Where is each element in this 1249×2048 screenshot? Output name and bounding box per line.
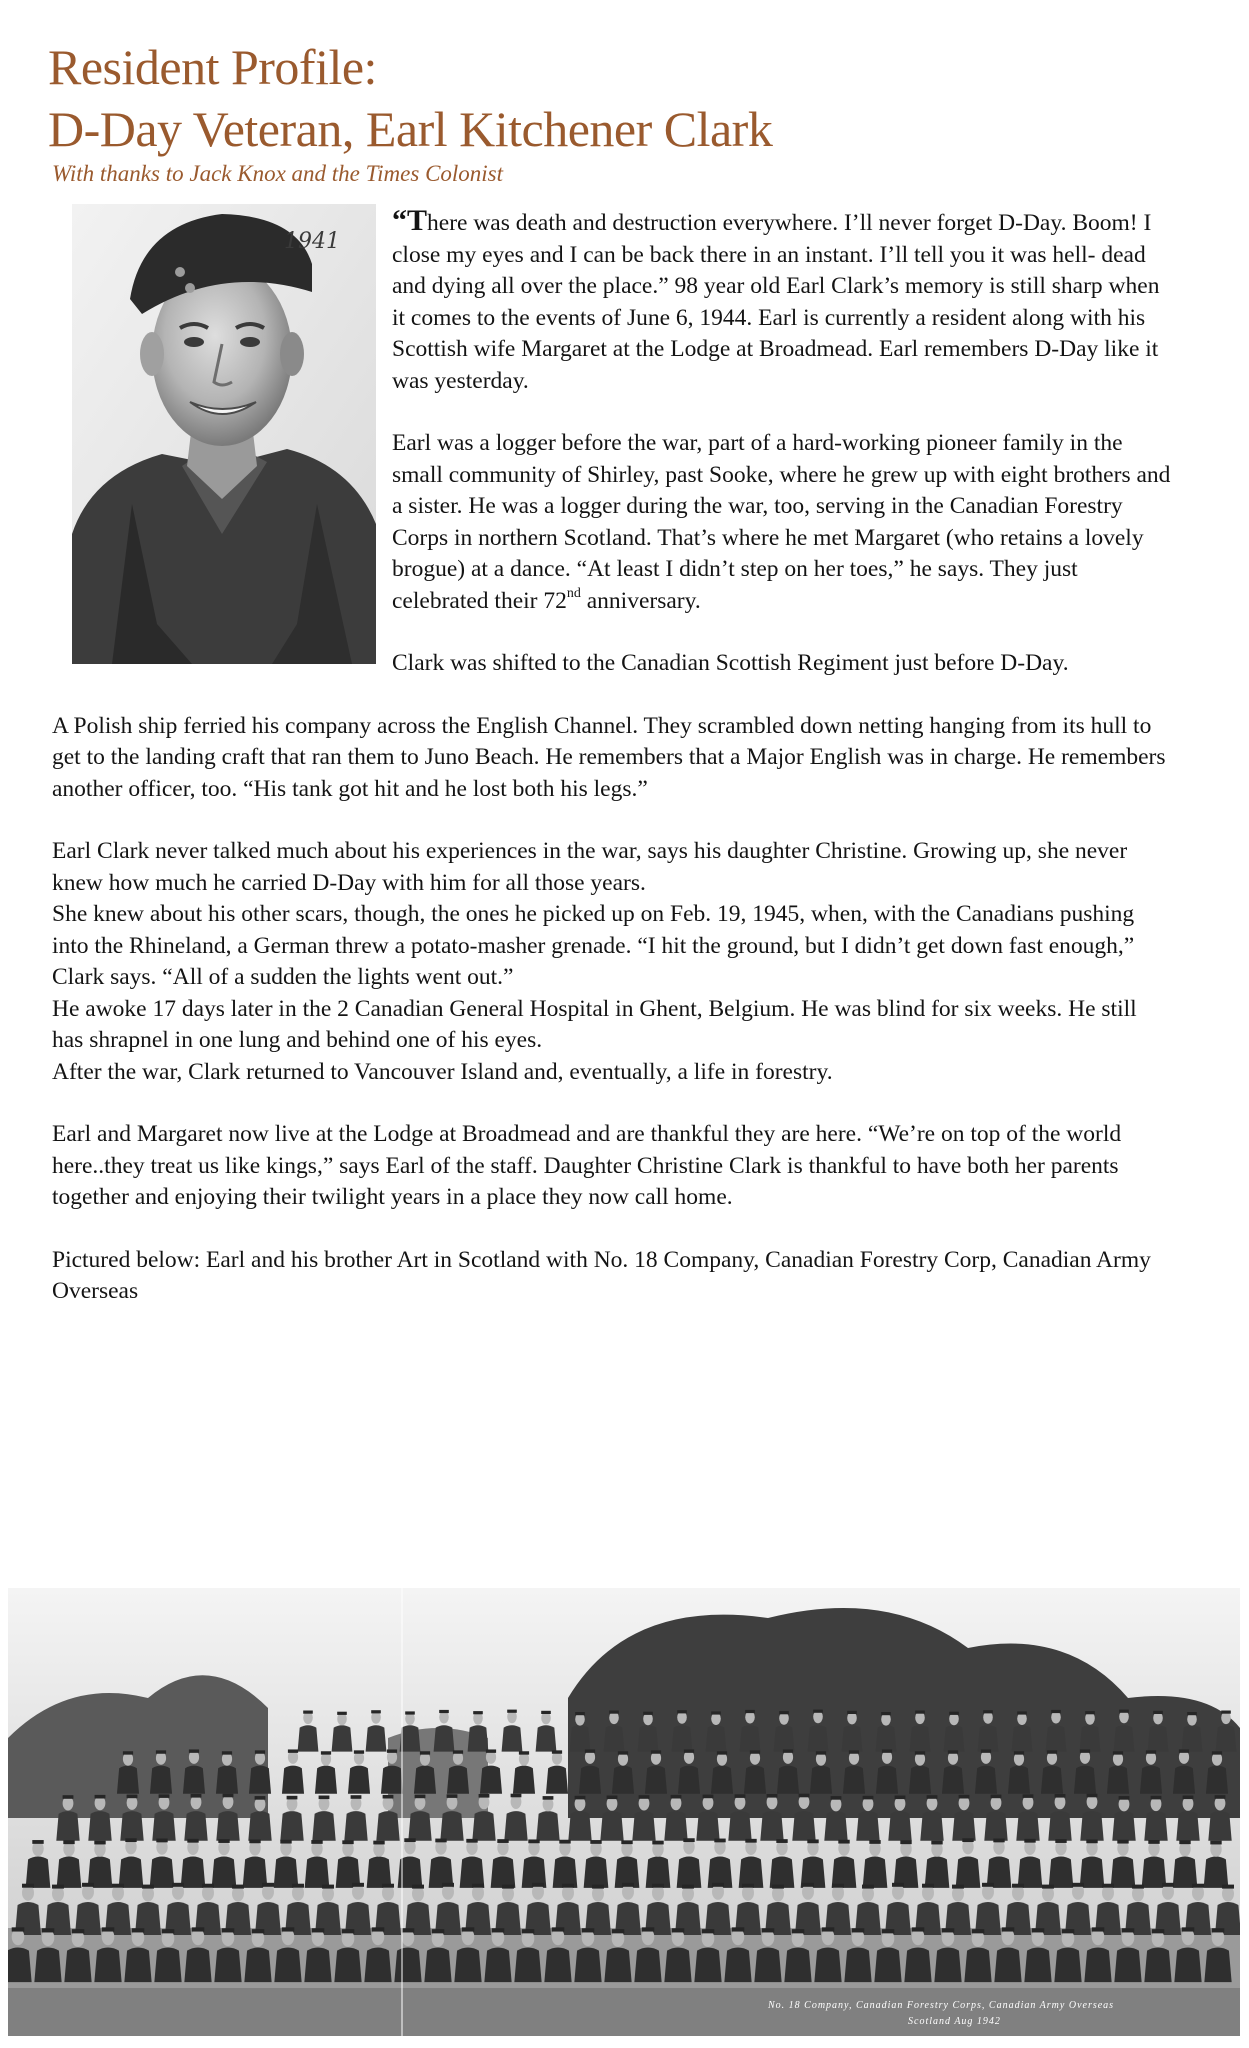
paragraph-3: Clark was shifted to the Canadian Scottish Regiment just before D-Day.	[392, 650, 1069, 676]
ordinal-suffix: nd	[566, 585, 581, 601]
article-body	[52, 205, 1172, 1308]
portrait-wrap-space	[52, 205, 392, 655]
title-line-2: D-Day Veteran, Earl Kitchener Clark	[48, 101, 773, 157]
paragraph-2-end: anniversary.	[580, 587, 701, 614]
paragraph-1-text: here was death and destruction everywhere. I’ll never forget D-Day. Boom! I close my eyes and I can be back there in an instant. I’ll tell you it was hell- dead and dying all over the place.” 98 year old Earl Clark’s memory is still sharp when it comes to the events of June 6, 1944. Earl is currently a resident along with his Scottish wife Margaret at the Lodge at Broadmead. Earl remembers D-Day like it was yesterday.	[392, 210, 1160, 394]
title-line-1: Resident Profile:	[48, 39, 377, 95]
group-photo	[8, 1588, 1240, 2036]
photo-caption: Pictured below: Earl and his brother Art in Scotland with No. 18 Company, Canadian Forestry Corp, Canadian Army Overseas	[52, 1246, 1151, 1304]
dropcap: “T	[392, 204, 428, 237]
paragraph-8: After the war, Clark returned to Vancouver Island and, eventually, a life in forestry.	[52, 1058, 833, 1085]
paragraph-6: She knew about his other scars, though, the ones he picked up on Feb. 19, 1945, when, with the Canadians pushing into the Rhineland, a German threw a potato-masher grenade. “I hit the ground, but I didn’t get down fast enough,” Clark says. “All of a sudden the lights went out.”	[52, 901, 1135, 990]
paragraph-9: Earl and Margaret now live at the Lodge at Broadmead and are thankful they are here. “We’re on top of the world here..they treat us like kings,” says Earl of the staff. Daughter Christine Clark is thankful to have both her parents together and enjoying their twilight years in a place they now call home.	[52, 1121, 1122, 1210]
article-title	[48, 36, 772, 160]
article-credit: With thanks to Jack Knox and the Times Colonist	[52, 161, 504, 186]
paragraph-4: A Polish ship ferried his company across the English Channel. They scrambled down netting hanging from its hull to get to the landing craft that ran them to Juno Beach. He remembers that a Major English was in charge. He remembers another officer, too. “His tank got hit and he lost both his legs.”	[52, 712, 1166, 802]
paragraph-2-text: Earl was a logger before the war, part of a hard-working pioneer family in the small community of Shirley, past Sooke, where he grew up with eight brothers and a sister. He was a logger during the war, too, serving in the Canadian Forestry Corps in northern Scotland. That’s where he met Margaret (who retains a lovely brogue) at a dance. “At least I didn’t step on her toes,” he says. They just celebrated their 72	[392, 430, 1171, 614]
photo-inscription-line-2: Scotland Aug 1942	[908, 2016, 1001, 2027]
paragraph-5: Earl Clark never talked much about his experiences in the war, says his daughter Christine. Growing up, she never knew how much he carried D-Day with him for all those years.	[52, 838, 1128, 896]
paragraph-7: He awoke 17 days later in the 2 Canadian General Hospital in Ghent, Belgium. He was blind for six weeks. He still has shrapnel in one lung and behind one of his eyes.	[52, 995, 1137, 1053]
portrait-year-mark: 1941	[284, 229, 340, 254]
photo-inscription-line-1: No. 18 Company, Canadian Forestry Corps, Canadian Army Overseas	[768, 2000, 1115, 2011]
